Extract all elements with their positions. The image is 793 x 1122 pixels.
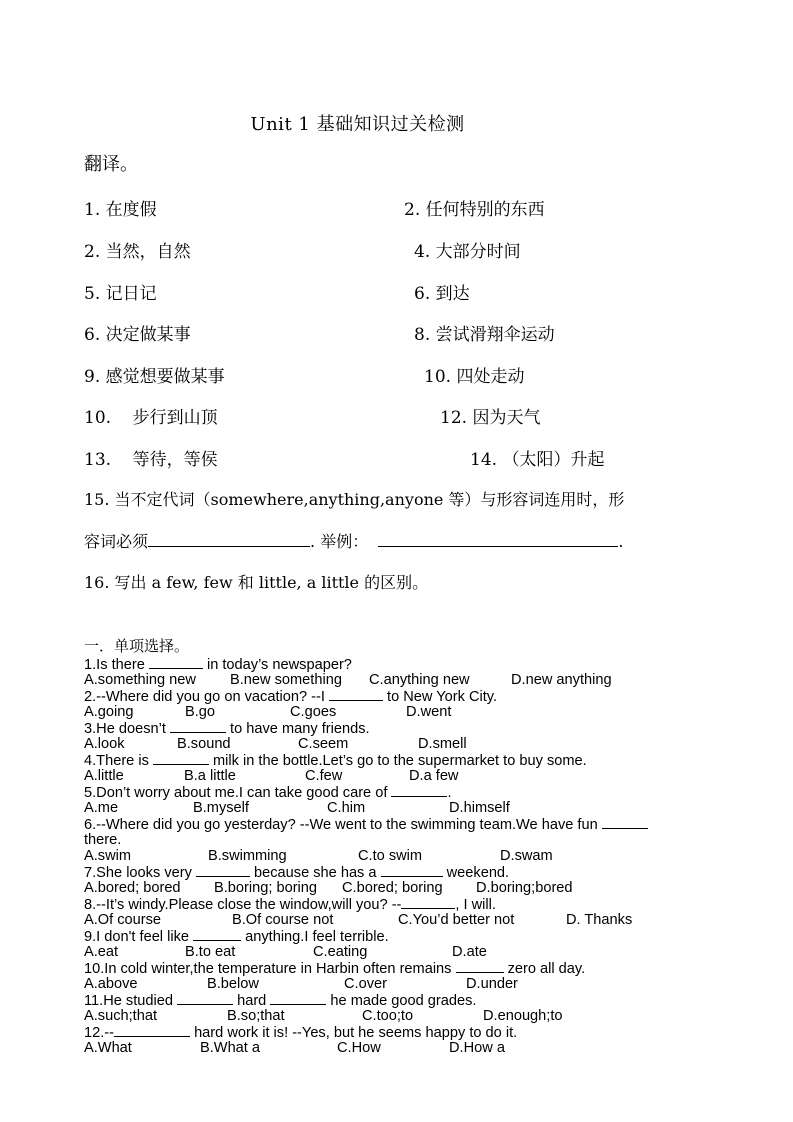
answer-blank[interactable] <box>381 864 443 877</box>
translate-item: 6. 决定做某事 <box>84 325 191 345</box>
translate-item: 10. 步行到山顶 <box>84 408 218 428</box>
option-b[interactable]: B.below <box>207 976 259 992</box>
question-15-line2 <box>84 529 623 552</box>
answer-blank[interactable] <box>193 928 241 941</box>
answer-blank[interactable] <box>153 752 209 765</box>
option-a[interactable]: A.look <box>84 736 125 752</box>
option-c[interactable]: C.goes <box>290 704 337 720</box>
question-10: 10.In cold winter,the temperature in Harbin often remains zero all day. <box>84 961 586 977</box>
translate-item: 9. 感觉想要做某事 <box>84 367 225 387</box>
option-a[interactable]: A.Of course <box>84 912 162 928</box>
question-9: 9.I don't feel like anything.I feel terrible. <box>84 929 389 945</box>
translate-item: 12. 因为天气 <box>440 408 541 428</box>
option-c[interactable]: C.too;to <box>362 1008 414 1024</box>
translate-item: 8. 尝试滑翔伞运动 <box>414 325 555 345</box>
option-c[interactable]: C.to swim <box>358 848 423 864</box>
option-c[interactable]: C.seem <box>298 736 349 752</box>
answer-blank[interactable] <box>149 656 203 669</box>
translate-item: 1. 在度假 <box>84 200 157 220</box>
question-12: 12.-- hard work it is! --Yes, but he seems happy to do it. <box>84 1025 518 1041</box>
option-c[interactable]: C.You’d better not <box>398 912 515 928</box>
option-b[interactable]: B.What a <box>200 1040 261 1056</box>
translate-item: 10. 四处走动 <box>424 367 525 387</box>
option-b[interactable]: B.Of course not <box>232 912 334 928</box>
translate-item: 13. 等待，等侯 <box>84 450 218 470</box>
q15-text-b: . 举例： <box>310 532 369 551</box>
question-1: 1.Is there in today’s newspaper? <box>84 657 352 673</box>
option-a[interactable]: A.little <box>84 768 124 784</box>
option-d[interactable]: D.ate <box>452 944 487 960</box>
option-d[interactable]: D.smell <box>418 736 467 752</box>
translate-item: 2. 当然，自然 <box>84 242 191 262</box>
option-c[interactable]: C.few <box>305 768 343 784</box>
option-d[interactable]: D.How a <box>449 1040 505 1056</box>
question-7: 7.She looks very because she has a weekend. <box>84 865 510 881</box>
option-c[interactable]: C.eating <box>313 944 368 960</box>
option-c[interactable]: C.bored; boring <box>342 880 443 896</box>
options-row <box>84 800 724 816</box>
answer-blank[interactable] <box>196 864 250 877</box>
option-d[interactable]: D.enough;to <box>483 1008 563 1024</box>
answer-blank[interactable] <box>170 720 226 733</box>
option-b[interactable]: B.a little <box>184 768 236 784</box>
option-d[interactable]: D.new anything <box>511 672 612 688</box>
answer-blank[interactable] <box>602 816 648 829</box>
question-3: 3.He doesn’t to have many friends. <box>84 721 370 737</box>
option-d[interactable]: D.a few <box>409 768 459 784</box>
answer-blank[interactable] <box>391 784 447 797</box>
option-d[interactable]: D.boring;bored <box>476 880 573 896</box>
option-b[interactable]: B.to eat <box>185 944 236 960</box>
section-heading-choice: 一．单项选择。 <box>84 637 190 655</box>
options-row <box>84 880 724 896</box>
option-d[interactable]: D.himself <box>449 800 510 816</box>
option-d[interactable]: D.under <box>466 976 518 992</box>
section-heading-translate: 翻译。 <box>84 154 138 175</box>
multiple-choice-list <box>84 656 724 1056</box>
options-row <box>84 768 724 784</box>
question-15-line1: 15. 当不定代词（somewhere,anything,anyone 等）与形容词连用时，形 <box>84 490 625 509</box>
option-c[interactable]: C.anything new <box>369 672 470 688</box>
translate-item: 14. （太阳）升起 <box>470 450 605 470</box>
option-d[interactable]: D.went <box>406 704 452 720</box>
options-row <box>84 1008 724 1024</box>
answer-blank[interactable] <box>401 896 455 909</box>
question-5: 5.Don’t worry about me.I can take good care of . <box>84 785 452 801</box>
page-title: Unit 1 基础知识过关检测 <box>250 114 465 135</box>
option-d[interactable]: D. Thanks <box>566 912 633 928</box>
q15-text-a: 容词必须 <box>84 532 149 551</box>
option-a[interactable]: A.such;that <box>84 1008 158 1024</box>
translate-item: 5. 记日记 <box>84 284 157 304</box>
option-b[interactable]: B.myself <box>193 800 249 816</box>
answer-blank[interactable] <box>114 1024 190 1037</box>
option-a[interactable]: A.going <box>84 704 134 720</box>
option-a[interactable]: A.swim <box>84 848 132 864</box>
answer-blank[interactable] <box>329 688 383 701</box>
answer-blank[interactable] <box>270 992 326 1005</box>
option-b[interactable]: B.so;that <box>227 1008 285 1024</box>
question-16: 16. 写出 a few, few 和 little, a little 的区别。 <box>84 573 429 592</box>
translate-item: 4. 大部分时间 <box>414 242 521 262</box>
options-row <box>84 736 724 752</box>
answer-blank[interactable] <box>148 532 310 547</box>
option-a[interactable]: A.something new <box>84 672 196 688</box>
question-8: 8.--It’s windy.Please close the window,will you? -- , I will. <box>84 897 496 913</box>
option-b[interactable]: B.boring; boring <box>214 880 318 896</box>
options-row <box>84 672 724 688</box>
option-b[interactable]: B.swimming <box>208 848 287 864</box>
question-6-continued: there. <box>84 832 122 848</box>
question-11: 11.He studied hard he made good grades. <box>84 993 477 1009</box>
question-6: 6.--Where did you go yesterday? --We went to the swimming team.We have fun <box>84 816 724 832</box>
q15-text-c: . <box>618 532 624 551</box>
option-c[interactable]: C.him <box>327 800 366 816</box>
question-2: 2.--Where did you go on vacation? --I to New York City. <box>84 689 498 705</box>
option-c[interactable]: C.over <box>344 976 387 992</box>
option-c[interactable]: C.How <box>337 1040 381 1056</box>
options-row <box>84 1040 724 1056</box>
option-b[interactable]: B.new something <box>230 672 342 688</box>
answer-blank[interactable] <box>456 960 504 973</box>
answer-blank[interactable] <box>378 532 618 547</box>
option-a[interactable]: A.bored; bored <box>84 880 181 896</box>
question-4: 4.There is milk in the bottle.Let’s go to the supermarket to buy some. <box>84 753 587 769</box>
options-row <box>84 704 724 720</box>
answer-blank[interactable] <box>177 992 233 1005</box>
option-b[interactable]: B.sound <box>177 736 231 752</box>
option-a[interactable]: A.above <box>84 976 138 992</box>
options-row <box>84 976 724 992</box>
options-row <box>84 912 724 928</box>
translate-item: 6. 到达 <box>414 284 470 304</box>
options-row <box>84 848 724 864</box>
option-a[interactable]: A.What <box>84 1040 132 1056</box>
option-a[interactable]: A.me <box>84 800 119 816</box>
option-d[interactable]: D.swam <box>500 848 553 864</box>
option-a[interactable]: A.eat <box>84 944 119 960</box>
translate-item: 2. 任何特别的东西 <box>404 200 545 220</box>
option-b[interactable]: B.go <box>185 704 216 720</box>
options-row <box>84 944 724 960</box>
